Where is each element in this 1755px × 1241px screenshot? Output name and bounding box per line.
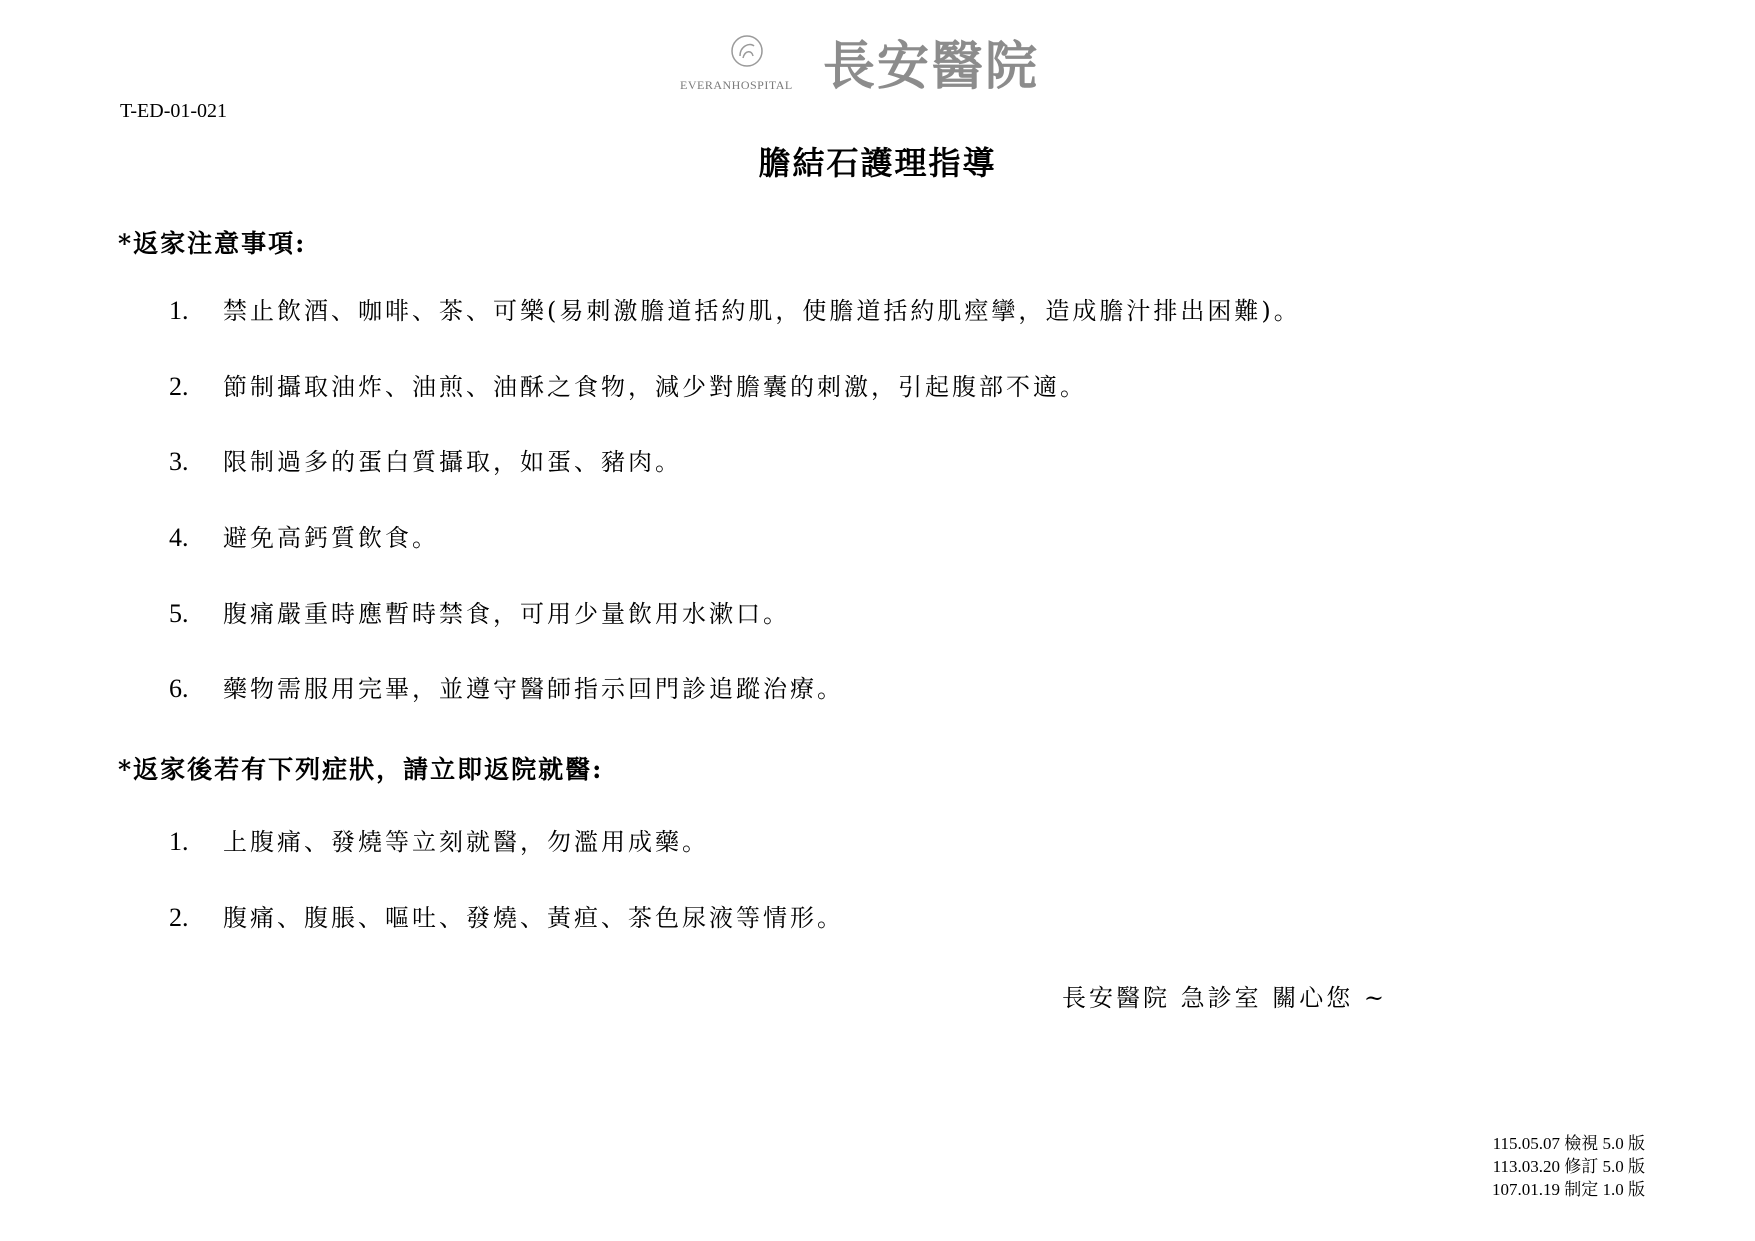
version-line: 107.01.19 制定 1.0 版 (1492, 1180, 1645, 1199)
item-text: 腹痛、腹脹、嘔吐、發燒、黃疸、茶色尿液等情形。 (223, 904, 844, 932)
document-code: T-ED-01-021 (120, 100, 228, 122)
list-item (169, 672, 844, 706)
version-line: 115.05.07 檢視 5.0 版 (1492, 1134, 1645, 1153)
list-item (169, 294, 1301, 328)
item-text: 節制攝取油炸、油煎、油酥之食物，減少對膽囊的刺激，引起腹部不適。 (223, 373, 1087, 401)
item-number: 4. (169, 523, 189, 552)
closing-signature: 長安醫院 急診室 關心您 ~ (1062, 984, 1387, 1012)
list-item (169, 597, 790, 631)
item-text: 避免高鈣質飲食。 (223, 524, 439, 552)
item-number: 3. (169, 447, 189, 476)
hospital-emblem-icon (730, 34, 764, 68)
item-number: 2. (169, 372, 189, 401)
item-number: 2. (169, 903, 189, 932)
list-item (169, 370, 1087, 404)
version-history (1492, 1132, 1645, 1201)
list-item (169, 445, 682, 479)
item-text: 腹痛嚴重時應暫時禁食，可用少量飲用水漱口。 (223, 600, 790, 628)
version-line: 113.03.20 修訂 5.0 版 (1492, 1157, 1645, 1176)
item-number: 5. (169, 599, 189, 628)
list-item (169, 901, 844, 935)
item-text: 上腹痛、發燒等立刻就醫，勿濫用成藥。 (223, 828, 709, 856)
list-item (169, 825, 709, 859)
logo-text-chinese: 長安醫院 (823, 37, 1040, 97)
document-title: 膽結石護理指導 (758, 144, 997, 182)
section-heading-home-care: *返家注意事項: (118, 229, 307, 258)
hospital-logo (680, 34, 1100, 100)
logo-text-english: EVERANHOSPITAL (680, 78, 793, 92)
item-number: 6. (169, 674, 189, 703)
item-text: 藥物需服用完畢，並遵守醫師指示回門診追蹤治療。 (223, 675, 844, 703)
list-item (169, 521, 439, 555)
item-number: 1. (169, 296, 189, 325)
item-number: 1. (169, 827, 189, 856)
item-text: 限制過多的蛋白質攝取，如蛋、豬肉。 (223, 448, 682, 476)
item-text: 禁止飲酒、咖啡、茶、可樂(易刺激膽道括約肌，使膽道括約肌痙攣，造成膽汁排出困難)。 (223, 297, 1301, 325)
section-heading-warning-symptoms: *返家後若有下列症狀，請立即返院就醫: (118, 755, 604, 784)
